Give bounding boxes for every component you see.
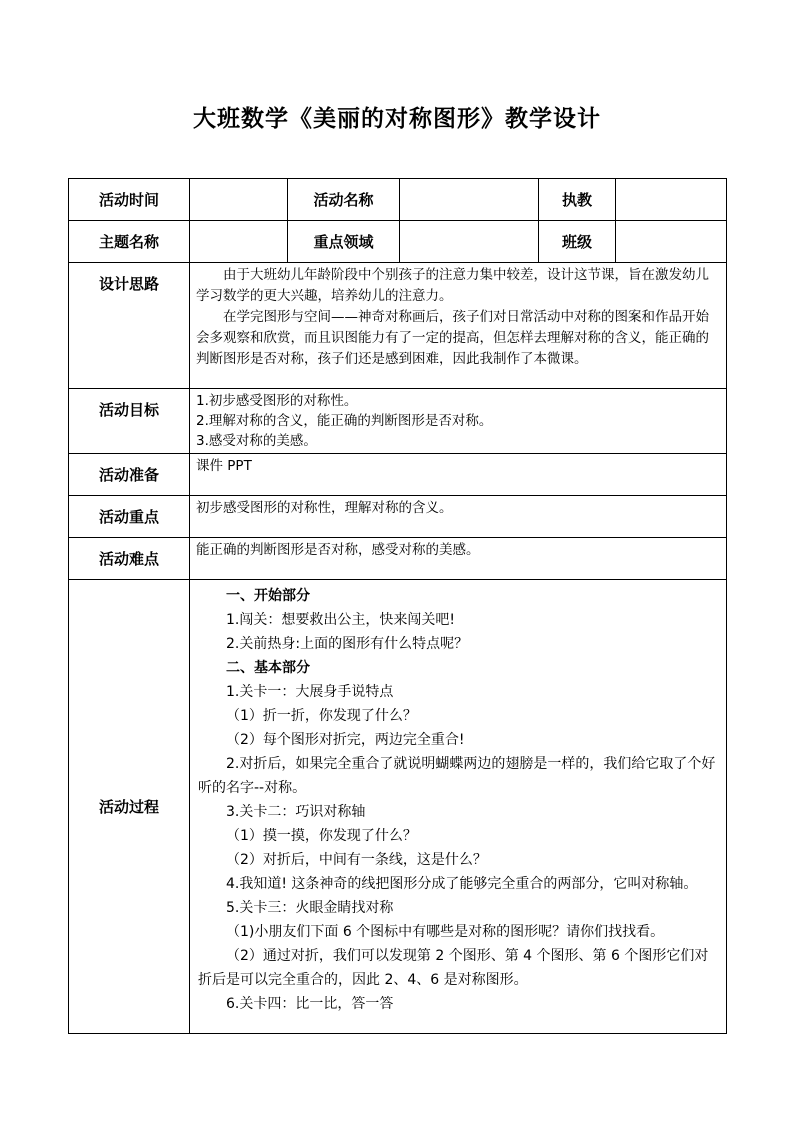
teacher-label: 执教	[539, 179, 616, 221]
teacher-value	[616, 179, 727, 221]
process-content	[190, 580, 727, 1034]
process-line: （1）折一折，你发现了什么？	[226, 708, 417, 724]
difficulty-content: 能正确的判断图形是否对称，感受对称的美感。	[190, 538, 727, 580]
lesson-plan-table	[68, 178, 727, 1034]
key-domain-value	[400, 221, 539, 263]
row-focus	[69, 496, 727, 538]
row-process	[69, 580, 727, 1034]
process-line: （2）通过对折，我们可以发现第 2 个图形、第 4 个图形、第 6 个图形它们对折后是可以完全重合的，因此 2、4、6 是对称图形。	[198, 948, 709, 988]
process-line: 4.我知道! 这条神奇的线把图形分成了能够完全重合的两部分，它叫对称轴。	[226, 876, 698, 892]
row-preparation	[69, 454, 727, 496]
theme-value	[190, 221, 288, 263]
process-line: （1）摸一摸，你发现了什么？	[226, 828, 417, 844]
goal-item: 1.初步感受图形的对称性。	[196, 393, 358, 409]
process-line: 5.关卡三：火眼金睛找对称	[226, 900, 394, 916]
process-line: 6.关卡四：比一比，答一答	[226, 996, 394, 1012]
focus-content: 初步感受图形的对称性，理解对称的含义。	[190, 496, 727, 538]
design-idea-label: 设计思路	[69, 263, 190, 389]
process-line: 2.关前热身:上面的图形有什么特点呢？	[226, 636, 469, 652]
goals-content	[190, 389, 727, 454]
class-label: 班级	[539, 221, 616, 263]
activity-time-label: 活动时间	[69, 179, 190, 221]
row-difficulty	[69, 538, 727, 580]
row-design-idea	[69, 263, 727, 389]
design-paragraph: 在学完图形与空间——神奇对称画后，孩子们对日常活动中对称的图案和作品开始会多观察和欣赏，而且识图能力有了一定的提高，但怎样去理解对称的含义，能正确的判断图形是否对称，孩子们还是感到困难，因此我制作了本微课。	[196, 309, 709, 367]
theme-label: 主题名称	[69, 221, 190, 263]
activity-name-value	[400, 179, 539, 221]
row-goals	[69, 389, 727, 454]
process-label: 活动过程	[69, 580, 190, 1034]
goal-item: 3.感受对称的美感。	[196, 433, 317, 449]
goals-label: 活动目标	[69, 389, 190, 454]
preparation-content: 课件 PPT	[190, 454, 727, 496]
difficulty-label: 活动难点	[69, 538, 190, 580]
row-activity-time	[69, 179, 727, 221]
process-line: （2）对折后，中间有一条线，这是什么？	[226, 852, 487, 868]
design-idea-content	[190, 263, 727, 389]
process-section-heading: 一、开始部分	[226, 588, 310, 604]
focus-label: 活动重点	[69, 496, 190, 538]
process-line: 2.对折后，如果完全重合了就说明蝴蝶两边的翅膀是一样的，我们给它取了个好听的名字--对称。	[198, 756, 716, 796]
process-line: 1.关卡一：大展身手说特点	[226, 684, 394, 700]
process-line: （2）每个图形对折完，两边完全重合!	[226, 732, 465, 748]
design-paragraph: 由于大班幼儿年龄阶段中个别孩子的注意力集中较差，设计这节课，旨在激发幼儿学习数学的更大兴趣，培养幼儿的注意力。	[196, 267, 709, 304]
process-line: （1)小朋友们下面 6 个图标中有哪些是对称的图形呢？请你们找找看。	[226, 924, 665, 940]
activity-name-label: 活动名称	[288, 179, 400, 221]
process-section-heading: 二、基本部分	[226, 660, 310, 676]
process-line: 3.关卡二：巧识对称轴	[226, 804, 366, 820]
process-line: 1.闯关：想要救出公主，快来闯关吧!	[226, 612, 455, 628]
preparation-label: 活动准备	[69, 454, 190, 496]
row-theme	[69, 221, 727, 263]
class-value	[616, 221, 727, 263]
key-domain-label: 重点领域	[288, 221, 400, 263]
goal-item: 2.理解对称的含义，能正确的判断图形是否对称。	[196, 413, 493, 429]
document-title: 大班数学《美丽的对称图形》教学设计	[193, 105, 601, 132]
activity-time-value	[190, 179, 288, 221]
